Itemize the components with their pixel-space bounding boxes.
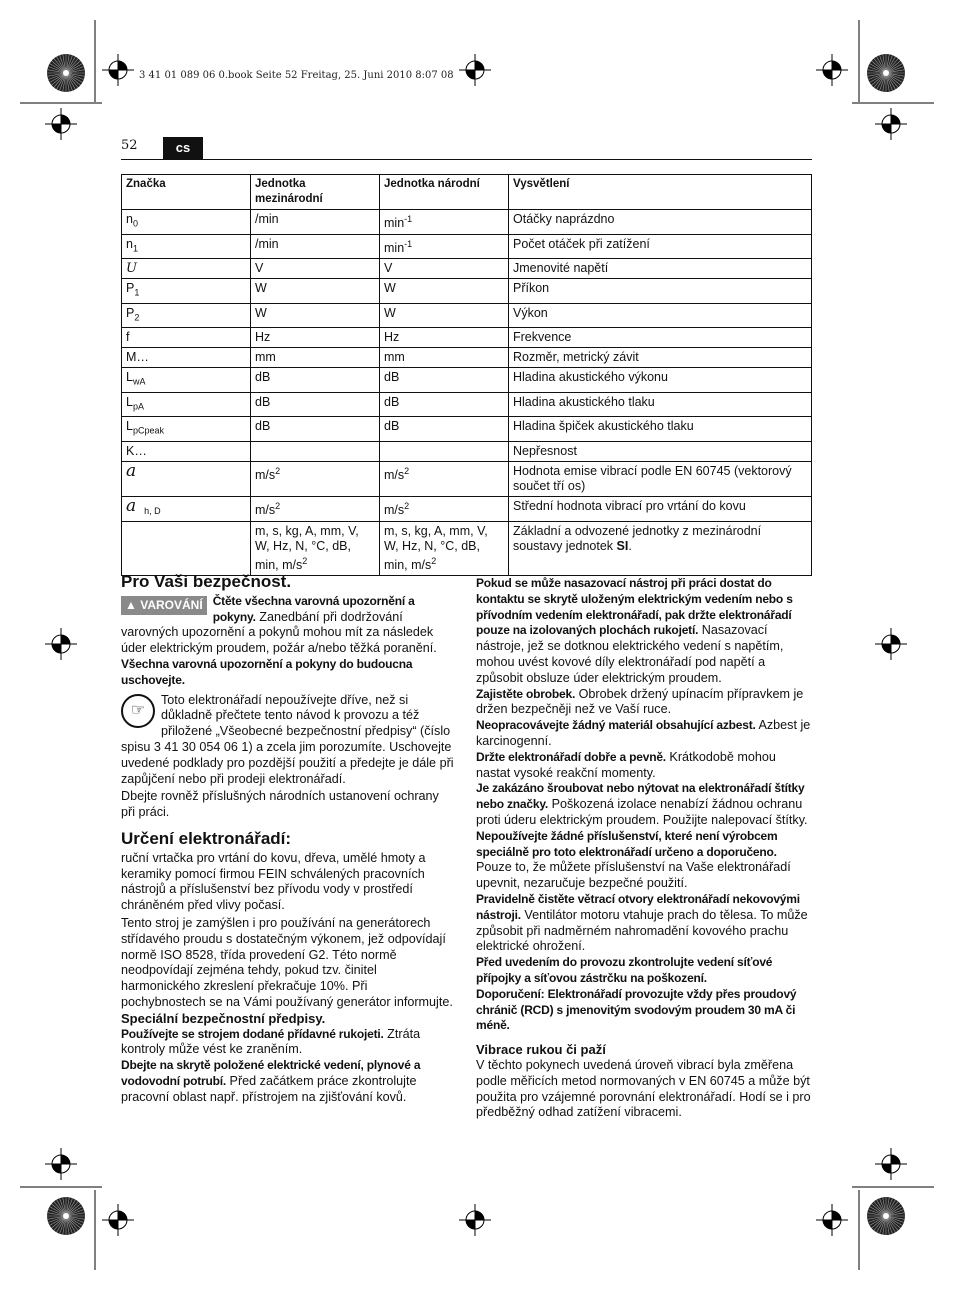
- cell-symbol: $L_{pA}$: [122, 392, 251, 417]
- cell-national: dB: [380, 392, 509, 417]
- table-row: [122, 259, 812, 279]
- table-header-row: [122, 175, 812, 210]
- cell-international: W: [251, 279, 380, 304]
- language-badge: cs: [163, 137, 203, 159]
- cell-explanation: Frekvence: [509, 328, 812, 348]
- crosshair-mark: [45, 108, 77, 140]
- cell-national: $m/s^2$: [380, 461, 509, 496]
- table-row: [122, 461, 812, 496]
- cell-international: Hz: [251, 328, 380, 348]
- purpose-text: ruční vrtačka pro vrtání do kovu, dřeva, umělé hmoty a keramiky pomocí firmou FEIN schválených pracovních nástrojů a příslušenství bez přívodu vody v prostředí chráněném před vlivy počasí.: [121, 850, 426, 913]
- header-national: Jednotka národní: [380, 175, 509, 210]
- right-2-bold: Zajistěte obrobek.: [476, 686, 576, 701]
- cell-international: $m/s^2$: [251, 461, 380, 496]
- warning-text: Zanedbání při dodržování varovných upozornění a pokynů mohou mít za následek úder elektrickým proudem, požár a/nebo těžká poranění.: [121, 609, 437, 656]
- cell-national: V: [380, 259, 509, 279]
- cell-symbol: $n_0$: [122, 210, 251, 235]
- special-2-text: Před začátkem práce zkontrolujte pracovní oblast např. přístrojem na zjišťování kovů.: [121, 1073, 417, 1104]
- table-row: [122, 496, 812, 522]
- generator-text: Tento stroj je zamýšlen i pro používání na generátorech střídavého proudu s dostatečným výkonem, jež odpovídají normě ISO 8528, třída provedení G2. Této normě neodpovídají zejména tehdy, pokud tzv. činitel harmonického zkreslení překračuje 10%. Při pochybnostech se na Vámi používaný generátor informujte.: [121, 915, 453, 1009]
- table-row: [122, 368, 812, 393]
- cell-symbol: $L_{wA}$: [122, 368, 251, 393]
- warning-bold: Čtěte všechna varovná upozornění a pokyny.: [212, 593, 415, 624]
- cell-national: Hz: [380, 328, 509, 348]
- crosshair-mark: [459, 1204, 491, 1236]
- cell-symbol: $P_1$: [122, 279, 251, 304]
- header-international: Jednotka mezinárodní: [251, 175, 380, 210]
- vibration-title: Vibrace rukou či paží: [476, 1042, 606, 1058]
- cell-symbol: $n_1$: [122, 234, 251, 259]
- page-number: 52: [121, 138, 138, 153]
- right-4-bold: Držte elektronářadí dobře a pevně.: [476, 749, 666, 764]
- cell-explanation: Příkon: [509, 279, 812, 304]
- header-explanation: Vysvětlení: [509, 175, 812, 210]
- table-row: [122, 417, 812, 442]
- header-symbol: Značka: [122, 175, 251, 210]
- cell-international: dB: [251, 368, 380, 393]
- cell-national: W: [380, 279, 509, 304]
- crosshair-mark: [875, 1148, 907, 1180]
- cell-national: mm: [380, 348, 509, 368]
- cell-international: V: [251, 259, 380, 279]
- cell-national: m, s, kg, A, mm, V, W, Hz, N, °C, dB, min, $m/s^2$: [380, 522, 509, 576]
- manual-icon: ☞: [121, 694, 155, 728]
- table-row: [122, 303, 812, 328]
- cell-national: dB: [380, 417, 509, 442]
- cell-explanation: Hladina špiček akustického tlaku: [509, 417, 812, 442]
- cell-international: [251, 441, 380, 461]
- right-3-text: Azbest je karcinogenní.: [476, 718, 811, 748]
- cell-international: m, s, kg, A, mm, V, W, Hz, N, °C, dB, min, $m/s^2$: [251, 522, 380, 576]
- safety-title: Pro Vaši bezpečnost.: [121, 572, 292, 591]
- right-7-bold: Pravidelně čistěte větrací otvory elektronářadí nekovovými nástroji.: [476, 891, 800, 922]
- symbol-table: [121, 174, 812, 576]
- crosshair-mark: [875, 628, 907, 660]
- starburst-mark: [867, 1197, 905, 1235]
- cell-explanation: Otáčky naprázdno: [509, 210, 812, 235]
- table-row: [122, 210, 812, 235]
- cell-symbol: M…: [122, 348, 251, 368]
- cell-international: mm: [251, 348, 380, 368]
- cell-national: [380, 441, 509, 461]
- vibration-text: V těchto pokynech uvedená úroveň vibrací byla změřena podle měřicích metod normovaných v EN 60745 a může být použita pro vzájemné porovnání elektronářadí. Hodí se i pro předběžný odhad zatížení vibracemi.: [476, 1057, 811, 1120]
- right-4-text: Krátkodobě mohou nastat vysoké reakční momenty.: [476, 749, 776, 780]
- cell-international: $m/s^2$: [251, 496, 380, 522]
- crosshair-mark: [459, 54, 491, 86]
- table-row: [122, 234, 812, 259]
- table-row: [122, 392, 812, 417]
- cell-national: $\min^{-1}$: [380, 234, 509, 259]
- cell-explanation: Hladina akustického tlaku: [509, 392, 812, 417]
- starburst-mark: [47, 1197, 85, 1235]
- warning-label: ▲ VAROVÁNÍ: [121, 596, 207, 615]
- header-rule: [121, 159, 812, 160]
- cell-explanation: Nepřesnost: [509, 441, 812, 461]
- cell-national: $m/s^2$: [380, 496, 509, 522]
- cell-explanation: Hladina akustického výkonu: [509, 368, 812, 393]
- right-7-text: Ventilátor motoru vtahuje prach do tělesa. To může způsobit při nadměrném nahromadění kovového prachu elektrické ohrožení.: [476, 907, 808, 954]
- right-5-bold: Je zakázáno šroubovat nebo nýtovat na elektronářadí štítky nebo značky.: [476, 781, 805, 812]
- table-row: [122, 279, 812, 304]
- cell-international: /min: [251, 210, 380, 235]
- cell-international: /min: [251, 234, 380, 259]
- cell-international: W: [251, 303, 380, 328]
- cell-explanation: Základní a odvozené jednotky z mezinárodní soustavy jednotek SI.: [509, 522, 812, 576]
- right-2-text: Obrobek držený upínacím přípravkem je držen bezpečněji než ve Vaší ruce.: [476, 686, 804, 717]
- crosshair-mark: [45, 628, 77, 660]
- cell-symbol: K…: [122, 441, 251, 461]
- cell-national: W: [380, 303, 509, 328]
- right-5-text: Poškozená izolace nenabízí žádnou ochranu proti úderu elektrickým proudem. Použijte nalepovací štítky.: [476, 797, 808, 827]
- cell-explanation: Střední hodnota vibrací pro vrtání do kovu: [509, 496, 812, 522]
- table-row: [122, 441, 812, 461]
- file-info: 3 41 01 089 06 0.book Seite 52 Freitag, 25. Juni 2010 8:07 08: [139, 70, 454, 81]
- cell-explanation: Jmenovité napětí: [509, 259, 812, 279]
- table-row: [122, 348, 812, 368]
- table-row-units: [122, 522, 812, 576]
- warning-icon: ▲: [125, 597, 137, 612]
- crosshair-mark: [816, 1204, 848, 1236]
- cell-explanation: Hodnota emise vibrací podle EN 60745 (vektorový součet tří os): [509, 461, 812, 496]
- cell-symbol: a: [122, 461, 251, 496]
- special-1-text: Ztráta kontroly může vést ke zraněním.: [121, 1026, 421, 1057]
- national-text: Dbejte rovněž příslušných národních ustanovení ochrany při práci.: [121, 789, 439, 820]
- special-2-bold: Dbejte na skrytě položené elektrické vedení, plynové a vodovodní potrubí.: [121, 1058, 421, 1088]
- cell-symbol: a $_{h, D}$: [122, 496, 251, 522]
- right-1-bold: Pokud se může nasazovací nástroj při práci dostat do kontaktu se skrytě uloženým elektrickým vedením nebo s přívodním vedením elektronářadí, pak držte elektronářadí pouze na izolovaných plochách rukojetí.: [476, 576, 793, 638]
- cell-symbol: f: [122, 328, 251, 348]
- cell-national: $\min^{-1}$: [380, 210, 509, 235]
- keep-instructions: Všechna varovná upozornění a pokyny do budoucna uschovejte.: [121, 656, 413, 687]
- right-6-bold: Nepoužívejte žádné příslušenství, které není výrobcem speciálně pro toto elektronářadí určeno a doporučeno.: [476, 828, 778, 859]
- cell-international: dB: [251, 392, 380, 417]
- purpose-title: Určení elektronářadí:: [121, 828, 292, 848]
- cell-explanation: Výkon: [509, 303, 812, 328]
- cell-explanation: Rozměr, metrický závit: [509, 348, 812, 368]
- crosshair-mark: [816, 54, 848, 86]
- crosshair-mark: [875, 108, 907, 140]
- right-column: [476, 576, 812, 1121]
- crosshair-mark: [102, 1204, 134, 1236]
- crosshair-mark: [45, 1148, 77, 1180]
- right-9-bold: Doporučení: Elektronářadí provozujte vždy přes proudový chránič (RCD) s jmenovitým svodovým proudem 30 mA či méně.: [476, 986, 797, 1033]
- crosshair-mark: [102, 54, 134, 86]
- cell-symbol: [122, 522, 251, 576]
- manual-text: Toto elektronářadí nepoužívejte dříve, než si důkladně přečtete tento návod k provozu a též přiložené „Všeobecné bezpečnostní předpisy“ (číslo spisu 3 41 30 054 06 1) a zcela jim porozumíte. Uschovejte uvedené podklady pro pozdější použití a předejte je dále při zapůjčení nebo při prodeji elektronářadí.: [121, 692, 454, 786]
- left-column: [121, 574, 455, 1106]
- right-3-bold: Neopracovávejte žádný materiál obsahující azbest.: [476, 718, 756, 733]
- right-1-text: Nasazovací nástroje, jež se dotknou elektrického vedení s napětím, mohou uvést kovové díly elektronářadí pod napětí a způsobit obsluze úder elektrickým proudem.: [476, 623, 784, 685]
- cell-symbol: $L_{pCpeak}$: [122, 417, 251, 442]
- cell-symbol: U: [122, 259, 251, 279]
- cell-national: dB: [380, 368, 509, 393]
- starburst-mark: [867, 54, 905, 92]
- cell-international: dB: [251, 417, 380, 442]
- special-title: Speciální bezpečnostní předpisy.: [121, 1010, 326, 1026]
- right-6-text: Pouze to, že můžete příslušenství na Vaše elektronářadí upevnit, nezaručuje bezpečné použití.: [476, 860, 791, 891]
- table-row: [122, 328, 812, 348]
- special-1-bold: Používejte se strojem dodané přídavné rukojeti.: [121, 1026, 384, 1041]
- cell-explanation: Počet otáček při zatížení: [509, 234, 812, 259]
- starburst-mark: [47, 54, 85, 92]
- cell-symbol: $P_2$: [122, 303, 251, 328]
- right-8-bold: Před uvedením do provozu zkontrolujte vedení síťové přípojky a síťovou zástrčku na poškození.: [476, 955, 773, 985]
